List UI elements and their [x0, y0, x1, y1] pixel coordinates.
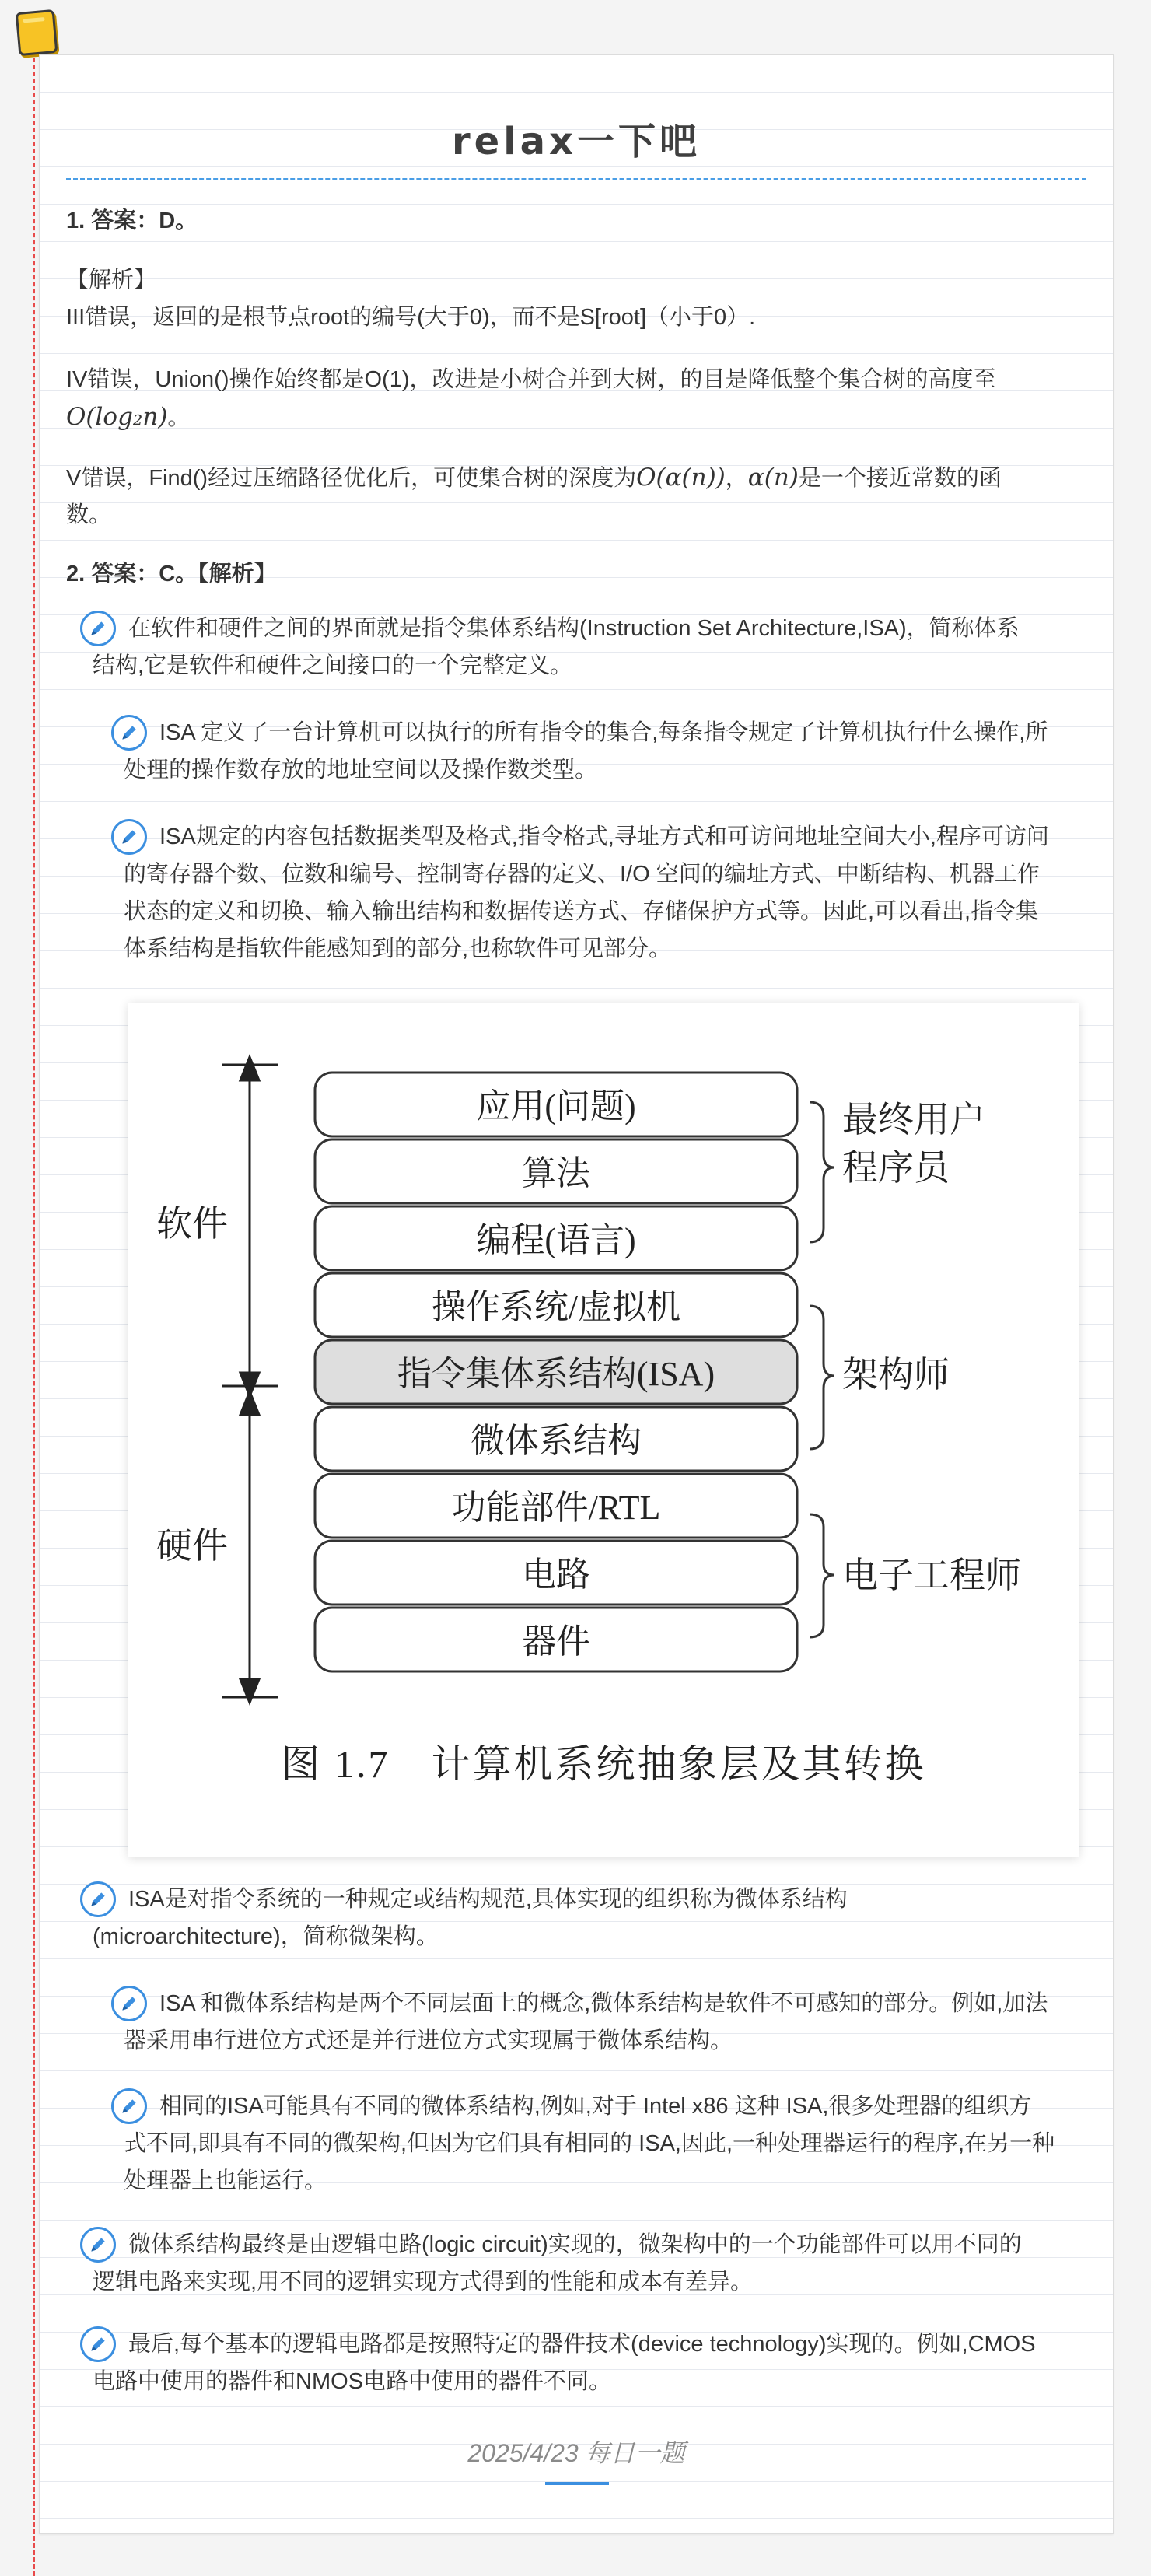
page-title: relax一下吧: [451, 120, 701, 163]
layer-label: 功能部件/RTL: [451, 1489, 661, 1527]
engineers-brace: [810, 1514, 834, 1637]
list-item: ISA规定的内容包括数据类型及格式,指令格式,寻址方式和可访问地址空间大小,程序可访问 的寄存器个数、位数和编号、控制寄存器的定义、I/O 空间的编址方式、中断结构、机器工作 状态的定义和切换、输入输出结构和数据传送方式、存储保护方式等。因此,可以看出,指令集 体系结构是指软件能感知到的部分,也称软件可见部分。: [111, 817, 1099, 973]
layer-label: 算法: [522, 1154, 590, 1192]
footer-underline: [545, 2482, 609, 2485]
pencil-icon: [80, 611, 116, 646]
label-software: 软件: [156, 1204, 228, 1244]
pencil-icon: [80, 1881, 116, 1917]
programmers-brace: [810, 1102, 834, 1242]
pencil-icon: [111, 819, 147, 855]
margin-red-line: [33, 58, 35, 2576]
list-item: 微体系结构最终是由逻辑电路(logic circuit)实现的，微架构中的一个功能部件可以用不同的 逻辑电路来实现,用不同的逻辑实现方式得到的性能和成本有差异。: [80, 2225, 1091, 2303]
label-electronic-engineers: 电子工程师: [842, 1556, 1021, 1595]
layer-label: 电路: [522, 1556, 590, 1594]
layer-label: 操作系统/虚拟机: [431, 1288, 681, 1326]
label-architects: 架构师: [842, 1355, 950, 1395]
q1-statement-iv-end: O(log₂n)。: [66, 403, 191, 431]
q2-answer: 2. 答案：C。【解析】: [66, 562, 277, 586]
pencil-icon: [80, 2326, 116, 2362]
layer-label: 编程(语言): [476, 1221, 636, 1259]
abstraction-layers-diagram: [128, 1003, 1079, 1857]
figure-caption: 图 1.7 计算机系统抽象层及其转换: [281, 1742, 926, 1786]
q1-statement-v: V错误，Find()经过压缩路径优化后，可使集合树的深度为O(α(n))，α(n)是一个接近常数的函: [66, 464, 1002, 492]
q1-statement-v-end: 数。: [66, 502, 112, 527]
pencil-icon: [111, 715, 147, 751]
list-item: 最后,每个基本的逻辑电路都是按照特定的器件技术(device technology)实现的。例如,CMOS 电路中使用的器件和NMOS电路中使用的器件不同。: [80, 2325, 1099, 2403]
sticky-note-icon: [16, 9, 58, 56]
list-item: 在软件和硬件之间的界面就是指令集体系结构(Instruction Set Architecture,ISA)，简称体系 结构,它是软件和硬件之间接口的一个完整定义。: [80, 609, 1091, 687]
label-hardware: 硬件: [156, 1526, 228, 1566]
layer-label: 器件: [522, 1622, 590, 1661]
footer-date: 2025/4/23 每日一题: [467, 2439, 685, 2467]
layer-label: 应用(问题): [476, 1087, 636, 1125]
pencil-icon: [80, 2227, 116, 2263]
q1-statement-iii: III错误，返回的是根节点root的编号(大于0)，而不是S[root]（小于0）.: [66, 305, 756, 330]
q1-answer: 1. 答案：D。: [66, 208, 198, 233]
list-item: ISA是对指令系统的一种规定或结构规范,具体实现的组织称为微体系结构 (microarchitecture)，简称微架构。: [80, 1880, 1091, 1958]
math-alpha-n: α(n): [747, 464, 799, 492]
pencil-icon: [111, 1986, 147, 2021]
list-item: ISA 和微体系结构是两个不同层面上的概念,微体系结构是软件不可感知的部分。例如,加法 器采用串行进位方式还是并行进位方式实现属于微体系结构。: [111, 1984, 1099, 2062]
q1-statement-iv: IV错误，Union()操作始终都是O(1)，改进是小树合并到大树，的目是降低整个集合树的高度至: [66, 367, 996, 392]
q1-analysis-label: 【解析】: [66, 268, 157, 292]
layer-label: 微体系结构: [471, 1422, 642, 1460]
label-end-users: 最终用户: [842, 1100, 985, 1139]
list-item: 相同的ISA可能具有不同的微体系结构,例如,对于 Intel x86 这种 ISA,很多处理器的组织方 式不同,即具有不同的微架构,但因为它们具有相同的 ISA,因此,一种处理器运行的程序,在另一种 处理器上也能运行。: [111, 2087, 1099, 2203]
math-olog2n: O(log₂n): [66, 403, 168, 431]
abstraction-layers-figure: [128, 1003, 1079, 1857]
title-divider: [66, 178, 1086, 180]
math-o-alpha-n: O(α(n)): [636, 464, 726, 492]
list-item: ISA 定义了一台计算机可以执行的所有指令的集合,每条指令规定了计算机执行什么操作,所 处理的操作数存放的地址空间以及操作数类型。: [111, 713, 1099, 791]
notebook-page: [39, 54, 1114, 2534]
label-programmers: 程序员: [842, 1148, 950, 1188]
architects-brace: [810, 1306, 834, 1449]
pencil-icon: [111, 2088, 147, 2124]
layer-label: 指令集体系结构(ISA): [397, 1355, 715, 1393]
